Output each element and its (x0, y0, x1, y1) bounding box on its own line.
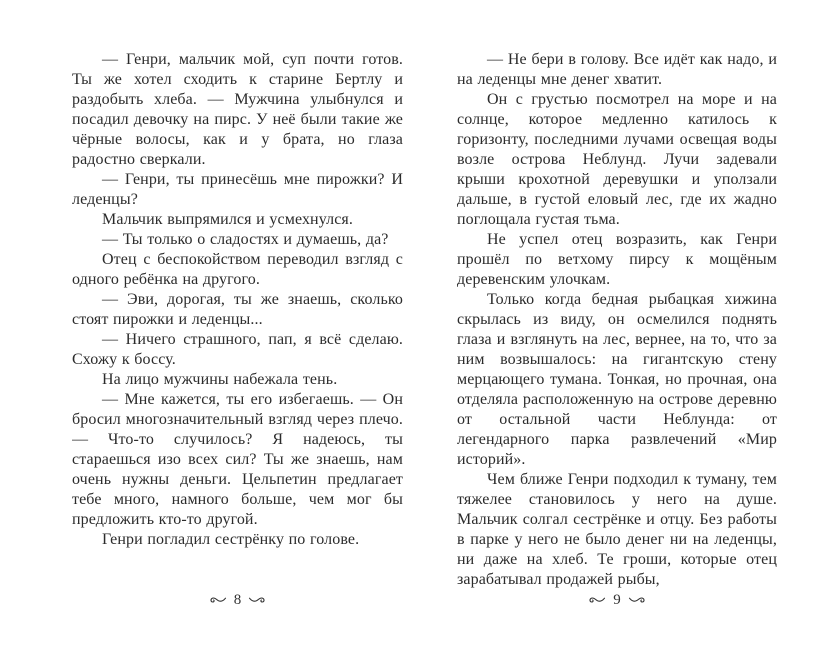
paragraph: Только когда бедная рыбацкая хижина скрылась из виду, он осмелился поднять глаза и взглянуть на лес, вернее, на то, что за ним возвышалось: на гигантскую стену мерцающего тумана. Тонкая, но прочная, она отделяла расположенную на острове деревню от остальной части Неблунда: от легендарного парка развлечений «Мир историй». (457, 291, 777, 468)
page-right (420, 0, 820, 662)
page-number: 9 (613, 591, 621, 608)
paragraph: — Не бери в голову. Все идёт как надо, и на леденцы мне денег хватит. (457, 51, 777, 88)
page-footer-left (72, 590, 403, 610)
page-footer-right (457, 590, 777, 610)
flourish-left-icon (207, 595, 227, 605)
paragraph: — Мне кажется, ты его избегаешь. — Он бросил многозначительный взгляд через плечо. — Что-то случилось? Я надеюсь, ты стараешься изо всех сил? Ты же знаешь, нам очень нужны деньги. Цельпетин предлагает тебе много, намного больше, чем мог бы предложить кто-то другой. (72, 391, 403, 528)
paragraph: — Ничего страшного, пап, я всё сделаю. Схожу к боссу. (72, 331, 403, 368)
flourish-left-icon (586, 595, 606, 605)
flourish-right-icon (628, 595, 648, 605)
page-text-left (72, 50, 403, 591)
paragraph: Отец с беспокойством переводил взгляд с одного ребёнка на другого. (72, 251, 403, 288)
paragraph: На лицо мужчины набежала тень. (102, 371, 338, 388)
paragraph: — Эви, дорогая, ты же знаешь, сколько стоят пирожки и леденцы... (72, 291, 403, 328)
paragraph: Мальчик выпрямился и усмехнулся. (102, 211, 353, 228)
paragraph: — Генри, ты принесёшь мне пирожки? И леденцы? (72, 171, 403, 208)
paragraph: Чем ближе Генри подходил к туману, тем тяжелее становилось у него на душе. Мальчик солгал сестрёнке и отцу. Без работы в парке у него не было денег ни на леденцы, ни даже на хлеб. Те гроши, которые отец зарабатывал продажей рыбы, (457, 471, 777, 588)
flourish-right-icon (248, 595, 268, 605)
paragraph: — Ты только о сладостях и думаешь, да? (102, 231, 389, 248)
page-number: 8 (233, 591, 242, 608)
paragraph: Генри погладил сестрёнку по голове. (102, 531, 360, 548)
paragraph: Он с грустью посмотрел на море и на солнце, которое медленно катилось к горизонту, последними лучами освещая воды возле острова Неблунд. Лучи задевали крыши крохотной деревушки и уползали дальше, в густой еловый лес, где их жадно поглощала густая тьма. (457, 91, 777, 228)
paragraph: Не успел отец возразить, как Генри прошёл по ветхому пирсу к мощёным деревенским улочкам. (457, 231, 777, 288)
paragraph: — Генри, мальчик мой, суп почти готов. Ты же хотел сходить к старине Бертлу и раздобыть хлеба. — Мужчина улыбнулся и посадил девочку на пирс. У неё были такие же чёрные волосы, как и у брата, но глаза радостно сверкали. (72, 51, 403, 168)
page-text-right (457, 50, 777, 591)
